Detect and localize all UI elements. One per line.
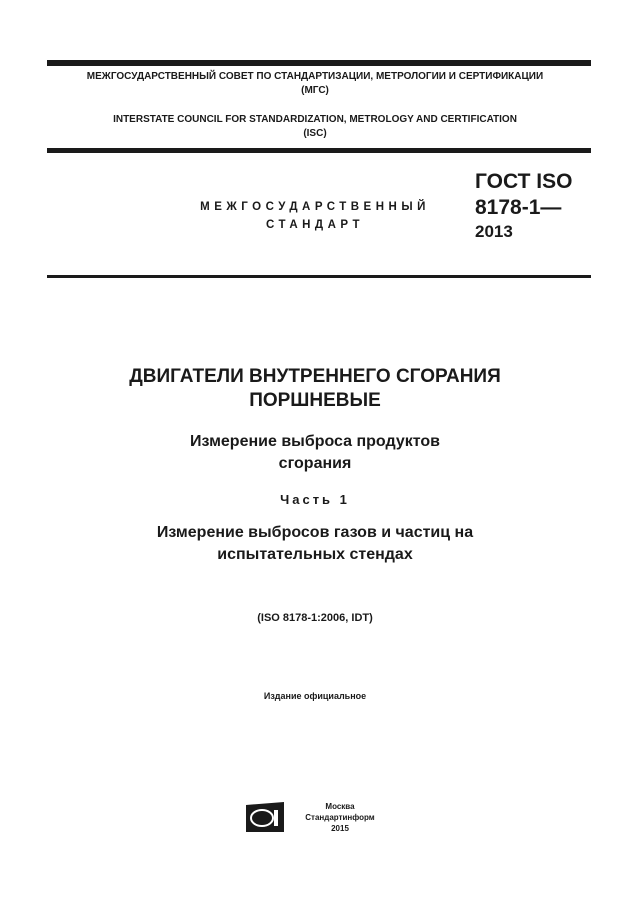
council-ru: МЕЖГОСУДАРСТВЕННЫЙ СОВЕТ ПО СТАНДАРТИЗАЦИИ, МЕТРОЛОГИИ И СЕРТИФИКАЦИИ — [86, 71, 544, 82]
publisher-name: Стандартинформ — [305, 813, 375, 822]
standard-code-line2: 8178-1— — [475, 196, 562, 219]
council-en: INTERSTATE COUNCIL FOR STANDARDIZATION, METROLOGY AND CERTIFICATION — [113, 114, 517, 125]
publisher-year: 2015 — [331, 824, 349, 833]
standard-type-line1: МЕЖГОСУДАРСТВЕННЫЙ — [200, 201, 430, 213]
title-main-line2: ПОРШНЕВЫЕ — [249, 390, 381, 411]
divider-middle — [47, 148, 591, 153]
title-sub-line1: Измерение выброса продуктов — [190, 433, 440, 450]
logo-icon — [246, 802, 284, 832]
iso-reference: (ISO 8178-1:2006, IDT) — [257, 612, 373, 624]
council-ru-abbr: (МГС) — [301, 85, 329, 96]
divider-top — [47, 60, 591, 66]
standard-code-line1: ГОСТ ISO — [475, 170, 573, 193]
standard-type-line2: СТАНДАРТ — [266, 219, 364, 231]
standard-code-line3: 2013 — [475, 222, 513, 241]
edition-note: Издание официальное — [263, 691, 367, 701]
part-number: Часть 1 — [280, 492, 350, 507]
part-title-line2: испытательных стендах — [217, 546, 413, 563]
publisher-city: Москва — [325, 802, 355, 811]
council-en-abbr: (ISC) — [303, 128, 327, 139]
title-sub-line2: сгорания — [278, 455, 352, 472]
divider-bottom — [47, 275, 591, 278]
part-title-line1: Измерение выбросов газов и частиц на — [156, 524, 474, 541]
title-main-line1: ДВИГАТЕЛИ ВНУТРЕННЕГО СГОРАНИЯ — [129, 366, 501, 387]
standartinform-logo — [246, 802, 284, 832]
